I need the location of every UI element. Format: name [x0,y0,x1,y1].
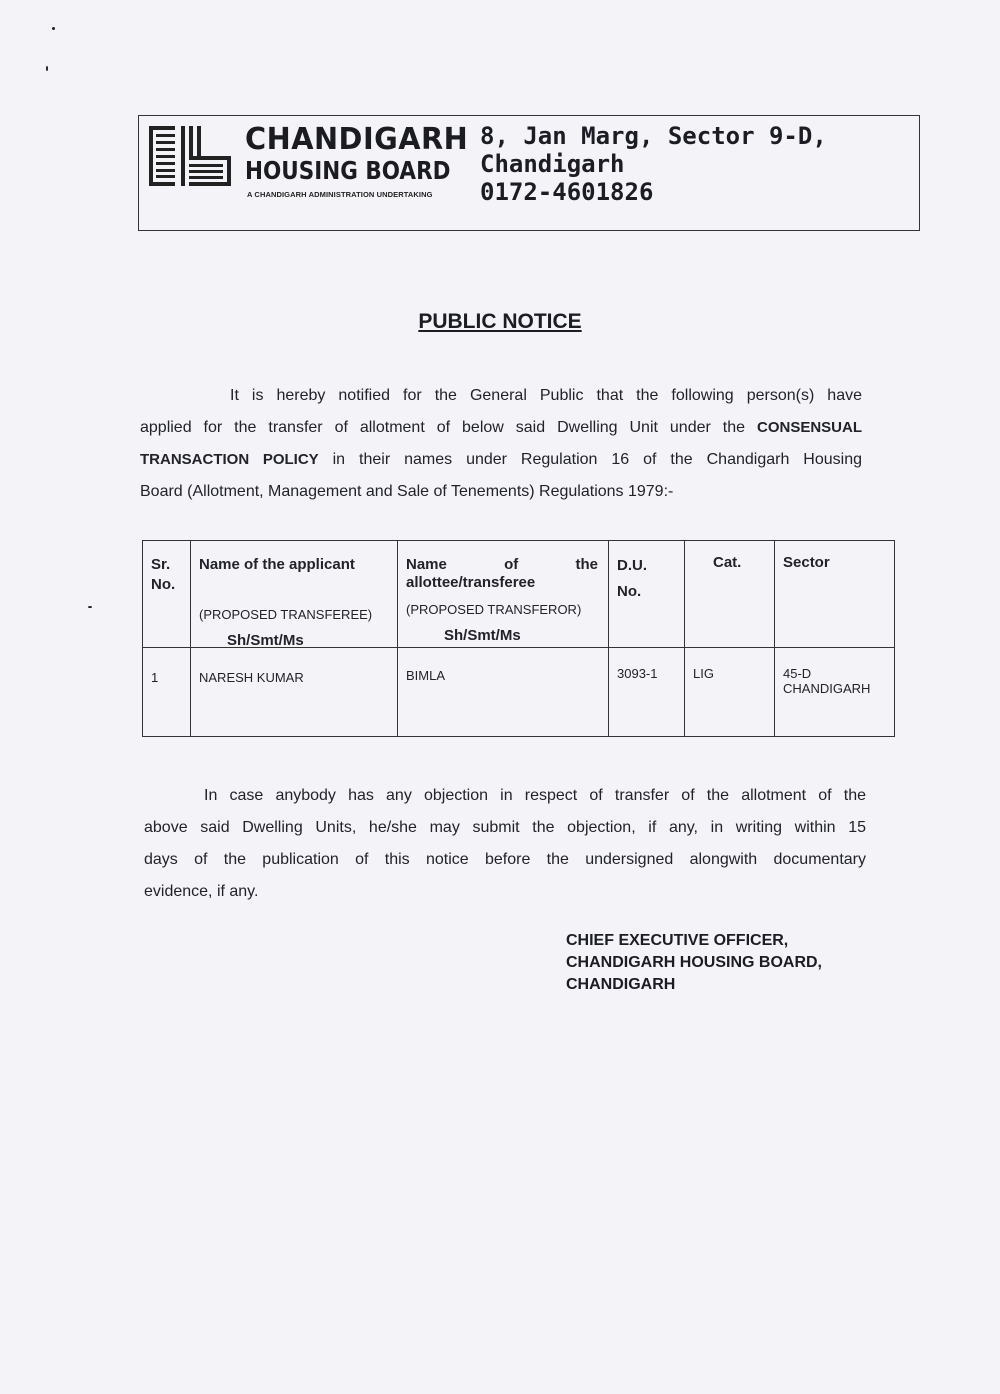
intro-line: TRANSACTION POLICY in their names under Regulation 16 of the Chandigarh Housing [140,451,862,468]
scan-speck [46,66,48,71]
cell-sr-no: 1 [143,648,191,737]
signatory-title: CHIEF EXECUTIVE OFFICER, [566,932,789,949]
intro-line: Board (Allotment, Management and Sale of Tenements) Regulations 1979:- [140,483,674,500]
intro-line: applied for the transfer of allotment of below said Dwelling Unit under the CONSENSUAL [140,419,862,436]
table-header-row [143,541,895,648]
header-sr-no: Sr. No. [143,541,191,648]
objection-paragraph [144,780,866,908]
chb-logo-icon [147,124,235,188]
cell-du-no: 3093-1 [609,648,685,737]
header-du-no: D.U. No. [609,541,685,648]
cell-sector: 45-D CHANDIGARH [775,648,895,737]
org-tagline: A CHANDIGARH ADMINISTRATION UNDERTAKING [247,190,433,199]
table-row [143,648,895,737]
objection-line: days of the publication of this notice before the undersigned alongwith documentary [144,851,866,868]
scan-speck [52,27,55,30]
cell-allottee: BIMLA [398,648,609,737]
intro-paragraph [140,380,862,508]
objection-line: above said Dwelling Units, he/she may submit the objection, if any, in writing within 15 [144,819,866,836]
notice-title: PUBLIC NOTICE [418,310,582,333]
objection-line: evidence, if any. [144,883,259,900]
signatory-org: CHANDIGARH HOUSING BOARD, [566,954,822,971]
letterhead [138,115,920,231]
objection-line: In case anybody has any objection in respect of transfer of the allotment of the [204,787,866,804]
cell-category: LIG [685,648,775,737]
header-applicant: Name of the applicant (PROPOSED TRANSFEREE) Sh/Smt/Ms [191,541,398,648]
org-name-line1: CHANDIGARH [245,122,469,157]
header-allottee: Name of the allottee/transferee (PROPOSED TRANSFEROR) Sh/Smt/Ms [398,541,609,648]
header-sector: Sector [775,541,895,648]
phone-number: 0172-4601826 [480,178,654,206]
intro-line: It is hereby notified for the General Public that the following person(s) have [230,387,862,404]
cell-applicant: NARESH KUMAR [191,648,398,737]
signatory-city: CHANDIGARH [566,976,676,993]
org-name-line2: HOUSING BOARD [245,156,451,185]
scan-speck [88,606,92,608]
address-line1: 8, Jan Marg, Sector 9-D, [480,122,827,150]
address-line2: Chandigarh [480,150,625,178]
transfer-table [142,540,895,737]
header-category: Cat. [685,541,775,648]
signatory-block [566,930,822,996]
